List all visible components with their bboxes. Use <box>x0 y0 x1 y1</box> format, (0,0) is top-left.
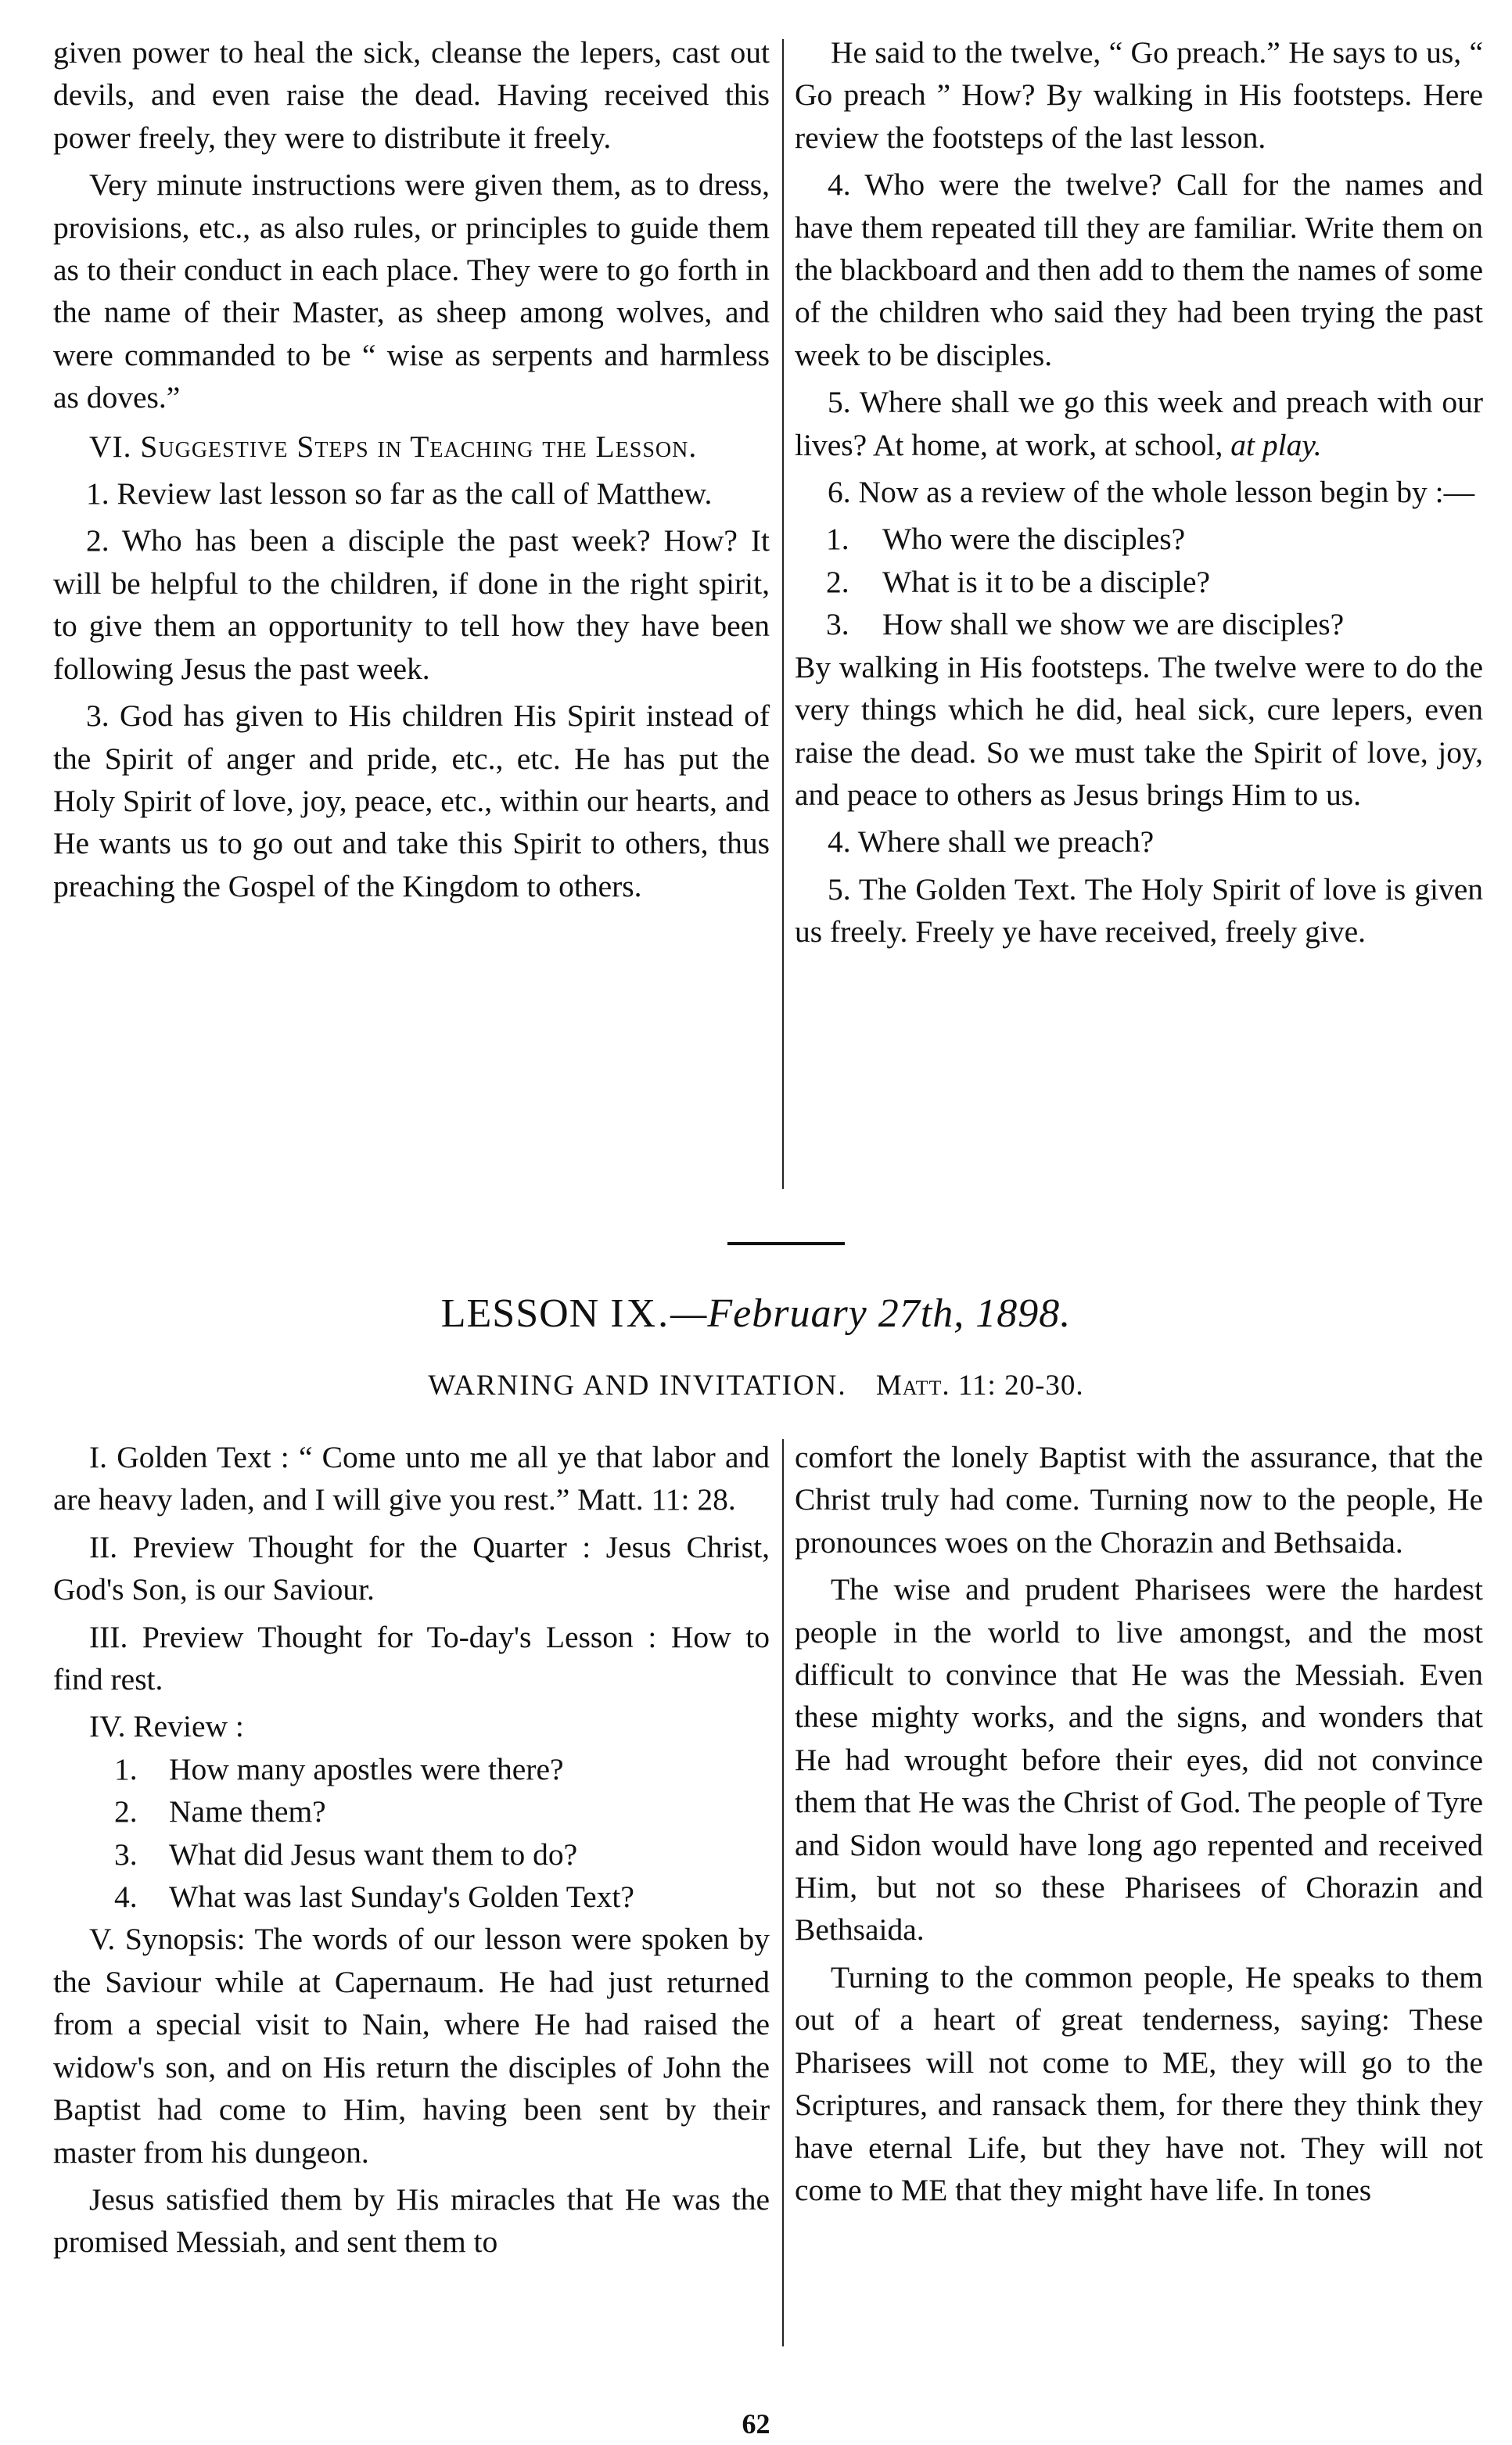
lesson-title <box>0 1291 1512 1337</box>
column-divider <box>782 1439 784 2346</box>
synopsis: V. Synopsis: The words of our lesson were spoken by the Saviour while at Capernaum. He had just returned from a special visit to Nain, where He had raised the widow's son, and on His return the disciples of John the Baptist had come to Him, having been sent by their master from his dungeon. <box>53 1922 770 2170</box>
paragraph <box>795 381 1483 466</box>
list-text: Who were the disciples? <box>882 522 1186 557</box>
preview-quarter: II. Preview Thought for the Quarter : Jesus Christ, God's Son, is our Saviour. <box>53 1529 770 1607</box>
step-item: 1. Review last lesson so far as the call of Matthew. <box>86 476 713 512</box>
lesson-label: LESSON <box>440 1291 600 1336</box>
review-label: IV. Review : <box>89 1709 244 1744</box>
list-item <box>795 561 1483 603</box>
review-questions <box>795 518 1483 645</box>
list-item <box>53 1790 770 1833</box>
paragraph: 4. Who were the twelve? Call for the names and have them repeated till they are familiar. Write them on the blackboard and then add to them the names of some of the children who said they had been trying the past week to be disciples. <box>795 167 1483 372</box>
list-number: 1. <box>826 522 849 557</box>
bottom-right-column <box>795 1436 1483 2216</box>
paragraph-text: 5. Where shall we go this week and preach with our lives? At home, at work, at school, <box>795 385 1483 462</box>
section-heading <box>53 425 770 468</box>
list-text: What did Jesus want them to do? <box>169 1836 578 1872</box>
list-number: 2. <box>826 564 849 599</box>
list-text: What is it to be a disciple? <box>882 564 1211 599</box>
list-number: 3. <box>826 607 849 642</box>
page-number: 62 <box>742 2408 770 2440</box>
section-rule <box>727 1242 845 1245</box>
paragraph: comfort the lonely Baptist with the assurance, that the Christ truly had come. Turning now to the people, He pronounces woes on the Chorazin and Bethsaida. <box>795 1440 1483 1560</box>
paragraph: By walking in His footsteps. The twelve were to do the very things which he did, heal sick, cure lepers, even raise the dead. So we must take the Spirit of love, joy, and peace to others as Jesus brings Him to us. <box>795 649 1483 812</box>
lesson-subtitle <box>0 1369 1512 1402</box>
section-heading-text: VI. Suggestive Steps in Teaching the Lesson. <box>89 429 698 464</box>
paragraph: Very minute instructions were given them, as to dress, provisions, etc., as also rules, or principles to guide them as to their conduct in each place. They were to go forth in the name of their Master, as sheep among wolves, and were commanded to be “ wise as serpents and harmless as doves.” <box>53 167 770 415</box>
list-text: How shall we show we are disciples? <box>882 607 1345 642</box>
paragraph: He said to the twelve, “ Go preach.” He says to us, “ Go preach ” How? By walking in His footsteps. Here review the footsteps of the last lesson. <box>795 35 1483 155</box>
list-text: What was last Sunday's Golden Text? <box>169 1880 634 1915</box>
list-number: 4. <box>114 1880 138 1915</box>
paragraph: The wise and prudent Pharisees were the hardest people in the world to live amongst, and the most difficult to convince that He was the Messiah. Even these mighty works, and the signs, and wonders that He had wrought before their eyes, did not convince them that He was the Christ of God. The people of Tyre and Sidon would have long ago repented and received Him, but not so these Pharisees of Chorazin and Bethsaida. <box>795 1572 1483 1948</box>
list-item <box>795 518 1483 560</box>
golden-text: I. Golden Text : “ Come unto me all ye that labor and are heavy laden, and I will give you rest.” Matt. 11: 28. <box>53 1440 770 1517</box>
review-list <box>53 1748 770 1919</box>
paragraph: 4. Where shall we preach? <box>828 824 1155 860</box>
paragraph: 6. Now as a review of the whole lesson begin by :— <box>828 475 1475 510</box>
list-item <box>53 1833 770 1876</box>
scripture-reference: Matt. 11: 20-30. <box>875 1370 1084 1402</box>
list-number: 3. <box>114 1836 138 1872</box>
italic-text: at play. <box>1230 427 1322 462</box>
top-left-column <box>53 31 770 912</box>
column-divider <box>782 39 784 1189</box>
step-item: 3. God has given to His children His Spirit instead of the Spirit of anger and pride, etc., etc. He has put the Holy Spirit of love, joy, peace, etc., within our hearts, and He wants us to go out and take this Spirit to others, thus preaching the Gospel of the Kingdom to others. <box>53 698 770 903</box>
paragraph: given power to heal the sick, cleanse the lepers, cast out devils, and even raise the dead. Having received this power freely, they were to distribute it freely. <box>53 35 770 155</box>
list-item <box>53 1876 770 1918</box>
lesson-subtitle-text: WARNING AND INVITATION. <box>428 1370 847 1402</box>
list-item <box>795 603 1483 645</box>
paragraph: Turning to the common people, He speaks to them out of a heart of great tenderness, saying: These Pharisees will not come to ME, they will go to the Scriptures, and ransack them, for there they think they have eternal Life, but they have not. They will not come to ME that they might have life. In tones <box>795 1959 1483 2207</box>
list-text: Name them? <box>169 1794 326 1829</box>
preview-today: III. Preview Thought for To-day's Lesson : How to find rest. <box>53 1619 770 1697</box>
top-right-column <box>795 31 1483 958</box>
step-item: 2. Who has been a disciple the past week? How? It will be helpful to the children, if done in the right spirit, to give them an opportunity to tell how they have been following Jesus the past week. <box>53 523 770 686</box>
list-text: How many apostles were there? <box>169 1751 564 1786</box>
lesson-number: IX. <box>610 1291 671 1336</box>
lesson-date: —February 27th, 1898. <box>670 1291 1072 1336</box>
list-number: 1. <box>114 1751 138 1786</box>
list-item <box>53 1748 770 1790</box>
paragraph: Jesus satisfied them by His miracles that He was the promised Messiah, and sent them to <box>53 2181 770 2260</box>
list-number: 2. <box>114 1794 138 1829</box>
paragraph: 5. The Golden Text. The Holy Spirit of love is given us freely. Freely ye have received, freely give. <box>795 871 1483 950</box>
bottom-left-column <box>53 1436 770 2268</box>
